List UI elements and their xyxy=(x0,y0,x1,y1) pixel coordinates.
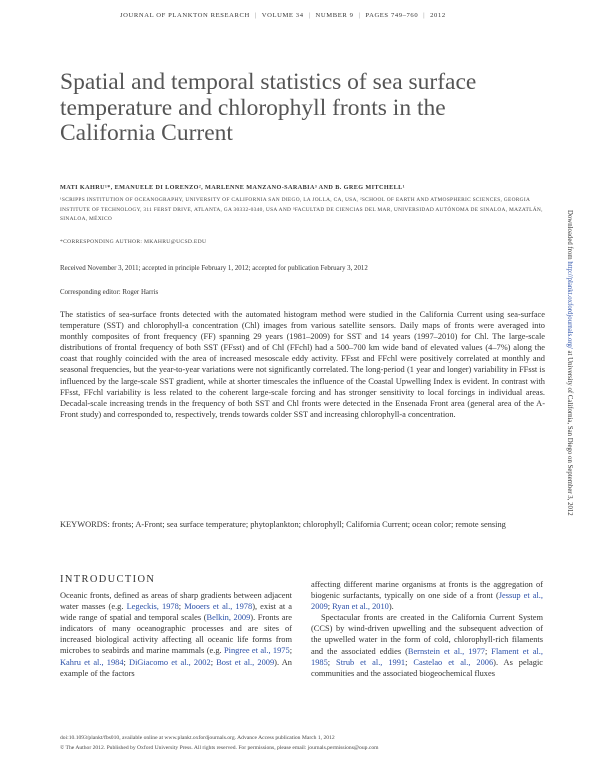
paragraph-text: Oceanic fronts, defined as areas of sharp gradients between adjacent water masses (e.g. xyxy=(60,591,292,612)
paragraph-text: ; xyxy=(178,602,185,612)
paragraph-text: ; xyxy=(289,646,293,656)
download-notice xyxy=(559,210,573,565)
journal-pages: PAGES 749–760 xyxy=(365,12,419,19)
journal-header: JOURNAL OF PLANKTON RESEARCH | VOLUME 34 | NUMBER 9 | PAGES 749–760 | 2012 xyxy=(120,12,446,19)
footer-doi: doi:10.1093/plankt/fbs010, available online at www.plankt.oxfordjournals.org. Advance Access publication March 1, 2012 xyxy=(60,735,335,741)
corresponding-editor: Corresponding editor: Roger Harris xyxy=(60,289,159,296)
citation-link[interactable]: DiGiacomo et al., 2002 xyxy=(129,657,211,667)
paragraph-text: ; xyxy=(484,646,492,656)
citation-link[interactable]: Mooers et al., 1978 xyxy=(184,602,253,612)
citation-link[interactable]: Flament et al., 1985 xyxy=(311,646,543,667)
author-list: MATI KAHRU¹*, EMANUELE DI LORENZO², MARLENNE MANZANO-SARABIA³ AND B. GREG MITCHELL¹ xyxy=(60,184,405,191)
paragraph-text: ). Fronts are indicators of many oceanographic processes and are sites of increased biological activity affecting all oceanic life forms from microbes to seabirds and marine mammals (e.g. xyxy=(60,613,292,656)
intro-column-right xyxy=(311,579,543,679)
journal-name: JOURNAL OF PLANKTON RESEARCH xyxy=(120,12,250,19)
intro-paragraph-2 xyxy=(311,612,543,679)
citation-link[interactable]: Bost et al., 2009 xyxy=(216,657,275,667)
citation-link[interactable]: Legeckis, 1978 xyxy=(126,602,179,612)
footer xyxy=(60,734,540,753)
paragraph-text: ). xyxy=(388,602,394,612)
citation-link[interactable]: Jessup et al., 2009 xyxy=(311,591,543,612)
section-heading-introduction: INTRODUCTION xyxy=(60,574,156,585)
keywords: KEYWORDS: fronts; A-Front; sea surface temperature; phytoplankton; chlorophyll; California Current; ocean color; remote sensing xyxy=(60,520,506,529)
download-prefix: Downloaded from xyxy=(566,210,573,262)
citation-link[interactable]: Belkin, 2009 xyxy=(206,613,251,623)
journal-link[interactable]: http://plankt.oxfordjournals.org/ xyxy=(566,261,573,349)
corresponding-author: *CORRESPONDING AUTHOR: MKAHRU@UCSD.EDU xyxy=(60,239,207,245)
intro-paragraph-1-continued xyxy=(311,579,543,612)
journal-number: NUMBER 9 xyxy=(315,12,354,19)
paragraph-text: ; xyxy=(327,602,333,612)
affiliations: ¹SCRIPPS INSTITUTION OF OCEANOGRAPHY, UNIVERSITY OF CALIFORNIA SAN DIEGO, LA JOLLA, CA, USA, ²SCHOOL OF EARTH AND ATMOSPHERIC SCIENCES, GEORGIA INSTITUTE OF TECHNOLOGY, 311 FERST DRIVE, ATLANTA, GA 30332-0340, USA AND ³FACULTAD DE CIENCIAS DEL MAR, UNIVERSIDAD AUTÓNOMA DE SINALOA, MAZATLÁN, SINALOA, MÉXICO xyxy=(60,197,543,223)
paragraph-text: ; xyxy=(405,657,414,667)
paragraph-text: ; xyxy=(327,657,337,667)
journal-year: 2012 xyxy=(430,12,446,19)
intro-paragraph-1 xyxy=(60,590,292,679)
paragraph-text: ; xyxy=(210,657,217,667)
citation-link[interactable]: Bernstein et al., 1977 xyxy=(407,646,485,656)
citation-link[interactable]: Ryan et al., 2010 xyxy=(332,602,389,612)
article-title: Spatial and temporal statistics of sea surface temperature and chlorophyll fronts in the California Current xyxy=(60,69,477,146)
paragraph-text: Spectacular fronts are created in the California Current System (CCS) by wind-driven upwelling and the subsequent advection of the upwelled water in the form of cold, chlorophyll-rich filaments and the associated eddies ( xyxy=(311,613,543,656)
received-dates: Received November 3, 2011; accepted in principle February 1, 2012; accepted for publication February 3, 2012 xyxy=(60,265,368,272)
download-suffix: at University of California, San Diego on September 3, 2012 xyxy=(566,348,573,516)
intro-column-left xyxy=(60,590,292,679)
citation-link[interactable]: Castelao et al., 2006 xyxy=(413,657,494,667)
paragraph-text: affecting different marine organisms at fronts is the aggregation of biogenic surfactants, typically on one side of a front ( xyxy=(311,580,543,601)
paragraph-text: ). As pelagic communities and the associated biogeochemical fluxes xyxy=(311,657,543,678)
citation-link[interactable]: Kahru et al., 1984 xyxy=(60,657,124,667)
paragraph-text: ; xyxy=(123,657,130,667)
paragraph-text: ), exist at a wide range of spatial and temporal scales ( xyxy=(60,602,292,623)
citation-link[interactable]: Pingree et al., 1975 xyxy=(223,646,290,656)
journal-volume: VOLUME 34 xyxy=(261,12,304,19)
paragraph-text: ). An example of the factors xyxy=(60,657,292,678)
citation-link[interactable]: Strub et al., 1991 xyxy=(336,657,406,667)
abstract: The statistics of sea-surface fronts detected with the automated histogram method were studied in the California Current using sea-surface temperature (SST) and chlorophyll-a concentration (Chl) images from various satellite sensors. Daily maps of fronts were averaged into monthly composites of front frequency (FF) spanning 29 years (1981–2009) for SST and 14 years (1997–2010) for Chl. The large-scale distributions of frontal frequency of both SST (FFsst) and of Chl (FFchl) had a 500–700 km wide band of elevated values (4–7%) along the coast that roughly coincided with the area of increased mesoscale eddy activity. FFsst and FFchl were positively correlated at monthly and seasonal frequencies, but the year-to-year variations were not significantly correlated. The long-period (1 year and longer) variability in FFsst is influenced by the large-scale SST gradient, while at shorter timescales the influence of the Coastal Upwelling Index is evident. In contrast with FFsst, FFchl variability is less related to the coherent large-scale forcing and has stronger sensitivity to local forcings in individual areas. Decadal-scale increasing trends in the frequency of both SST and Chl fronts were detected in the Ensenada Front area (general area of the A-Front study) and corresponded to, respectively, trends towards colder SST and increasing chlorophyll-a concentration. xyxy=(60,310,545,419)
footer-copyright: © The Author 2012. Published by Oxford University Press. All rights reserved. For permissions, please email: journals.permissions@oup.com xyxy=(60,744,379,751)
